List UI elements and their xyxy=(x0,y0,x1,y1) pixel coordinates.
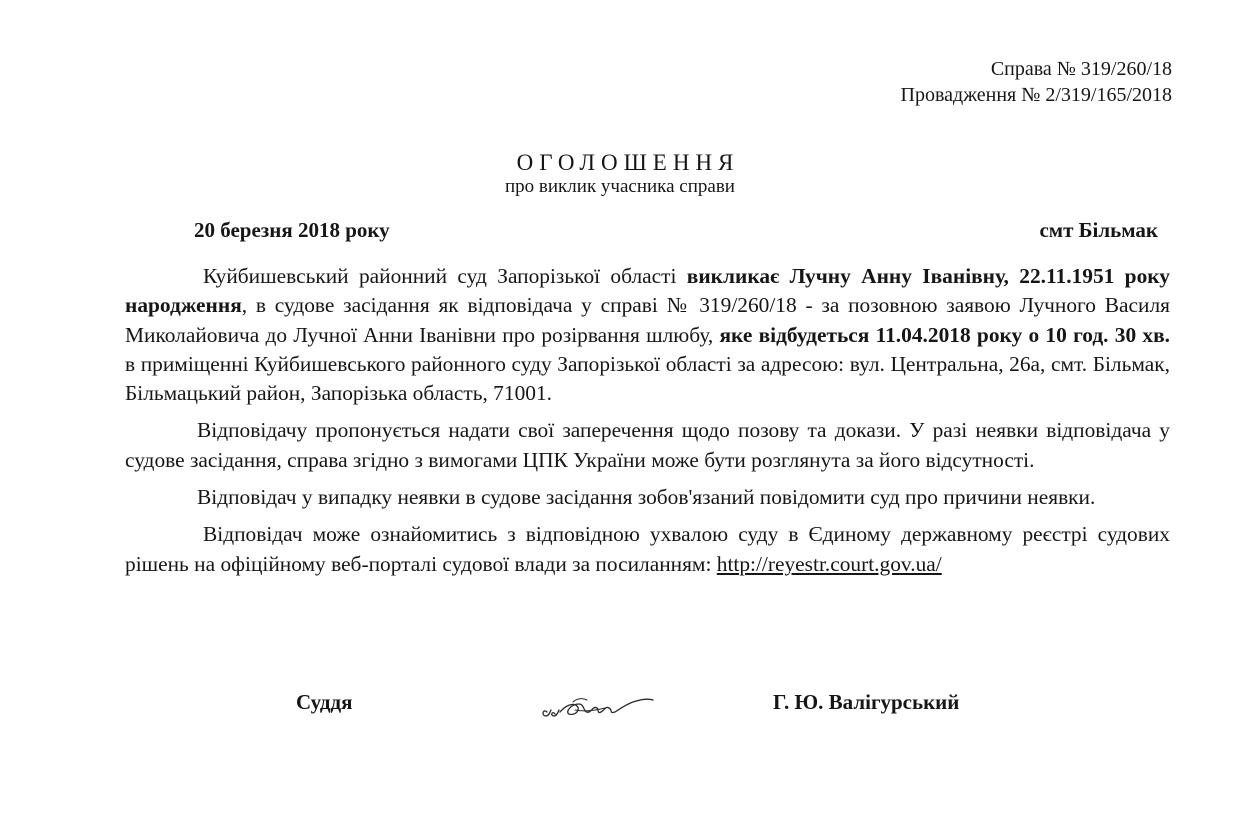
signer-role: Суддя xyxy=(296,690,353,714)
summons-defendant: викликає Лучну Анну Іванівну, 22.11.1951 року народження xyxy=(125,264,1170,318)
document-subtitle: про виклик учасника справи xyxy=(505,176,735,197)
paragraph-summons xyxy=(125,262,1170,408)
registry-link[interactable]: http://reyestr.court.gov.ua/ xyxy=(716,551,942,576)
summons-hearing-time: яке відбудеться 11.04.2018 року о 10 год. 30 хв. xyxy=(719,322,1170,347)
announcement-body xyxy=(125,262,1170,579)
signer-name: Г. Ю. Валігурський xyxy=(773,690,960,714)
paragraph-objections: Відповідачу пропонується надати свої заперечення щодо позову та докази. У разі неявки відповідача у судове засідання, справа згідно з вимогами ЦПК України може бути розглянута за його відсутності. xyxy=(125,418,1170,472)
document-place: смт Більмак xyxy=(1039,218,1158,242)
handwritten-signature xyxy=(535,688,675,724)
summons-text-3: в приміщенні Куйбишевського районного суду Запорізької області за адресою: вул. Центральна, 26а, смт. Більмак, Більмацький район, Запорізька область, 71001. xyxy=(125,351,1170,406)
paragraph-registry xyxy=(125,520,1170,579)
case-reference xyxy=(901,56,1172,108)
document-date: 20 березня 2018 року xyxy=(194,218,390,242)
document-heading xyxy=(0,150,1240,198)
summons-text-1: Куйбишевський районний суд Запорізької області xyxy=(203,264,687,288)
case-number: Справа № 319/260/18 xyxy=(990,58,1172,80)
paragraph-notify: Відповідач у випадку неявки в судове засідання зобов'язаний повідомити суд про причини неявки. xyxy=(197,485,1096,510)
summons-text-2: , в судове засідання як відповідача у справі № 319/260/18 - за позовною заявою Лучного Василя Миколайовича до Лучної Анни Іванівни про розірвання шлюбу, xyxy=(125,293,1170,347)
signature-row xyxy=(0,688,1240,728)
date-place-line xyxy=(194,216,1158,244)
registry-text: Відповідач може ознайомитись з відповідною ухвалою суду в Єдиному державному реєстрі судових рішень на офіційному веб-порталі судової влади за посиланням: xyxy=(125,522,1170,576)
document-title: ОГОЛОШЕННЯ xyxy=(516,150,740,175)
proceeding-number: Провадження № 2/319/165/2018 xyxy=(900,84,1172,106)
